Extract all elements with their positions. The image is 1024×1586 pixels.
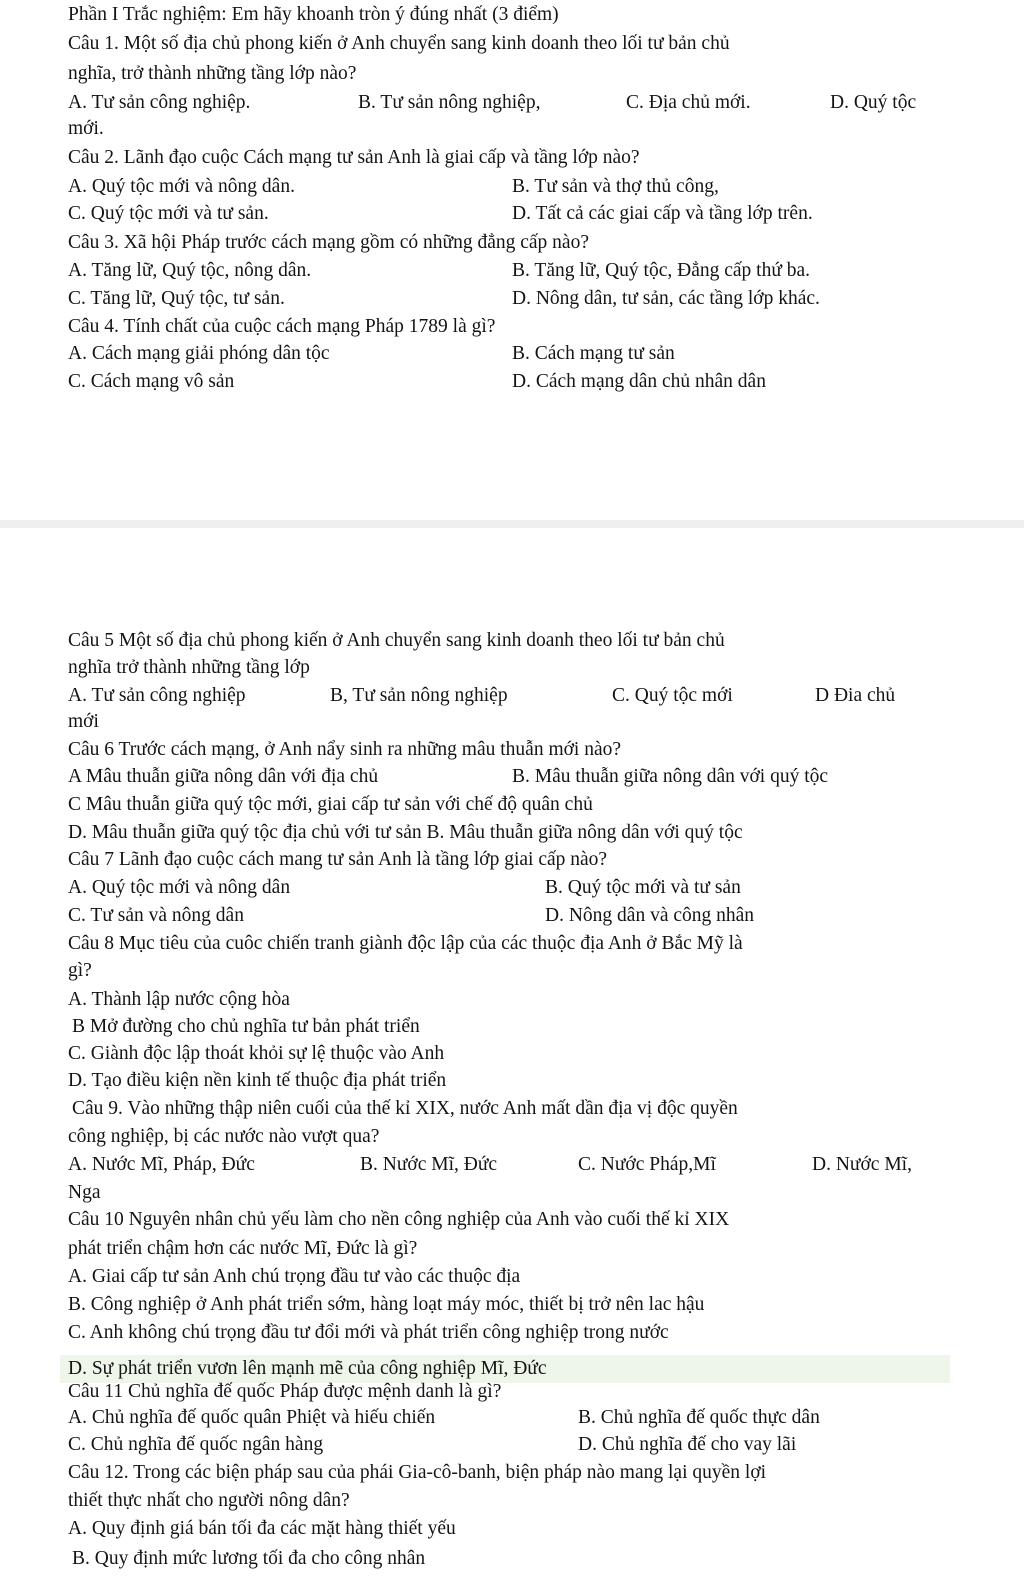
- question-stem: Câu 4. Tính chất của cuộc cách mạng Pháp 1789 là gì?: [68, 316, 496, 337]
- question-stem: Câu 1. Một số địa chủ phong kiến ở Anh chuyển sang kinh doanh theo lối tư bản chủ: [68, 33, 730, 54]
- option-a: A. Nước Mĩ, Pháp, Đức: [68, 1154, 255, 1175]
- option-c: C. Anh không chú trọng đầu tư đổi mới và phát triển công nghiệp trong nước: [68, 1322, 669, 1343]
- option-a: A. Tư sản công nghiệp: [68, 685, 246, 706]
- question-stem: Câu 8 Mục tiêu của cuôc chiến tranh giành độc lập của các thuộc địa Anh ở Bắc Mỹ là: [68, 933, 743, 954]
- option-b: B Mở đường cho chủ nghĩa tư bản phát triển: [72, 1016, 420, 1037]
- option-b: B. Quy định mức lương tối đa cho công nhân: [72, 1548, 426, 1569]
- option-d-cont: Nga: [68, 1182, 101, 1203]
- option-a: A. Giai cấp tư sản Anh chú trọng đầu tư vào các thuộc địa: [68, 1266, 521, 1287]
- option-a: A. Quý tộc mới và nông dân: [68, 877, 291, 898]
- option-c: C Mâu thuẫn giữa quý tộc mới, giai cấp tư sản với chế độ quân chủ: [68, 794, 593, 815]
- part-title: Phần I Trắc nghiệm: Em hãy khoanh tròn ý đúng nhất (3 điểm): [68, 4, 559, 25]
- option-a: A Mâu thuẫn giữa nông dân với địa chủ: [68, 766, 379, 787]
- option-c: C. Quý tộc mới và tư sản.: [68, 203, 269, 224]
- option-d: D. Tất cả các giai cấp và tầng lớp trên.: [512, 203, 813, 224]
- option-b: B. Tư sản và thợ thủ công,: [512, 176, 719, 197]
- option-b: B, Tư sản nông nghiệp: [330, 685, 508, 706]
- question-stem-cont: thiết thực nhất cho người nông dân?: [68, 1490, 350, 1511]
- question-stem-cont: phát triển chậm hơn các nước Mĩ, Đức là gì?: [68, 1238, 418, 1259]
- option-d: D. Nước Mĩ,: [812, 1154, 912, 1175]
- option-d-cont: mới.: [68, 118, 104, 139]
- question-stem: Câu 11 Chủ nghĩa đế quốc Pháp được mệnh danh là gì?: [68, 1381, 502, 1402]
- option-a: A. Chủ nghĩa đế quốc quân Phiệt và hiếu chiến: [68, 1407, 436, 1428]
- option-c: C. Quý tộc mới: [612, 685, 733, 706]
- question-stem-cont: công nghiệp, bị các nước nào vượt qua?: [68, 1126, 380, 1147]
- option-a: A. Quý tộc mới và nông dân.: [68, 176, 295, 197]
- option-d: D. Sự phát triển vươn lên mạnh mẽ của công nghiệp Mĩ, Đức: [68, 1358, 547, 1379]
- question-stem: Câu 7 Lãnh đạo cuộc cách mang tư sản Anh là tầng lớp giai cấp nào?: [68, 849, 608, 870]
- question-stem-cont: nghĩa trở thành những tầng lớp: [68, 657, 310, 678]
- question-stem-cont: gì?: [68, 960, 92, 981]
- option-d: D. Chủ nghĩa đế cho vay lãi: [578, 1434, 797, 1455]
- option-c: C. Nước Pháp,Mĩ: [578, 1154, 716, 1175]
- question-stem: Câu 12. Trong các biện pháp sau của phái Gia-cô-banh, biện pháp nào mang lại quyền lợi: [68, 1462, 767, 1483]
- image-separator: [0, 520, 1024, 528]
- option-d: D. Nông dân, tư sản, các tầng lớp khác.: [512, 288, 820, 309]
- option-b: B. Công nghiệp ở Anh phát triển sớm, hàng loạt máy móc, thiết bị trở nên lac hậu: [68, 1294, 705, 1315]
- option-d-cont: mới: [68, 711, 99, 732]
- question-stem: Câu 5 Một số địa chủ phong kiến ở Anh chuyển sang kinh doanh theo lối tư bản chủ: [68, 630, 725, 651]
- question-stem-cont: nghĩa, trở thành những tầng lớp nào?: [68, 63, 357, 84]
- option-a: A. Quy định giá bán tối đa các mặt hàng thiết yếu: [68, 1518, 456, 1539]
- option-d: D. Nông dân và công nhân: [545, 905, 755, 926]
- option-a: A. Cách mạng giải phóng dân tộc: [68, 343, 330, 364]
- option-c: C. Giành độc lập thoát khỏi sự lệ thuộc vào Anh: [68, 1043, 445, 1064]
- question-stem: Câu 2. Lãnh đạo cuộc Cách mạng tư sản Anh là giai cấp và tầng lớp nào?: [68, 147, 640, 168]
- question-stem: Câu 6 Trước cách mạng, ở Anh nẩy sinh ra những mâu thuẫn mới nào?: [68, 739, 622, 760]
- option-b: B. Nước Mĩ, Đức: [360, 1154, 498, 1175]
- option-d: D. Mâu thuẫn giữa quý tộc địa chủ với tư sản B. Mâu thuẫn giữa nông dân với quý tộc: [68, 822, 743, 843]
- option-b: B. Quý tộc mới và tư sản: [545, 877, 741, 898]
- option-a: A. Tư sản công nghiệp.: [68, 92, 251, 113]
- option-c: C. Cách mạng vô sản: [68, 371, 235, 392]
- option-c: C. Chủ nghĩa đế quốc ngân hàng: [68, 1434, 324, 1455]
- option-d: D. Quý tộc: [830, 92, 917, 113]
- option-c: C. Tư sản và nông dân: [68, 905, 244, 926]
- option-c: C. Địa chủ mới.: [626, 92, 751, 113]
- option-b: B. Tư sản nông nghiệp,: [358, 92, 541, 113]
- option-b: B. Tăng lữ, Quý tộc, Đẳng cấp thứ ba.: [512, 260, 811, 281]
- option-d: D. Tạo điều kiện nền kinh tế thuộc địa phát triển: [68, 1070, 447, 1091]
- option-c: C. Tăng lữ, Quý tộc, tư sản.: [68, 288, 285, 309]
- option-a: A. Thành lập nước cộng hòa: [68, 989, 290, 1010]
- option-b: B. Mâu thuẫn giữa nông dân với quý tộc: [512, 766, 829, 787]
- option-b: B. Cách mạng tư sản: [512, 343, 675, 364]
- option-d: D Đia chủ: [815, 685, 896, 706]
- option-b: B. Chủ nghĩa đế quốc thực dân: [578, 1407, 820, 1428]
- question-stem: Câu 9. Vào những thập niên cuối của thế kỉ XIX, nước Anh mất dần địa vị độc quyền: [72, 1098, 738, 1119]
- option-d: D. Cách mạng dân chủ nhân dân: [512, 371, 766, 392]
- question-stem: Câu 3. Xã hội Pháp trước cách mạng gồm có những đẳng cấp nào?: [68, 232, 589, 253]
- option-a: A. Tăng lữ, Quý tộc, nông dân.: [68, 260, 312, 281]
- question-stem: Câu 10 Nguyên nhân chủ yếu làm cho nền công nghiệp của Anh vào cuối thế kỉ XIX: [68, 1209, 730, 1230]
